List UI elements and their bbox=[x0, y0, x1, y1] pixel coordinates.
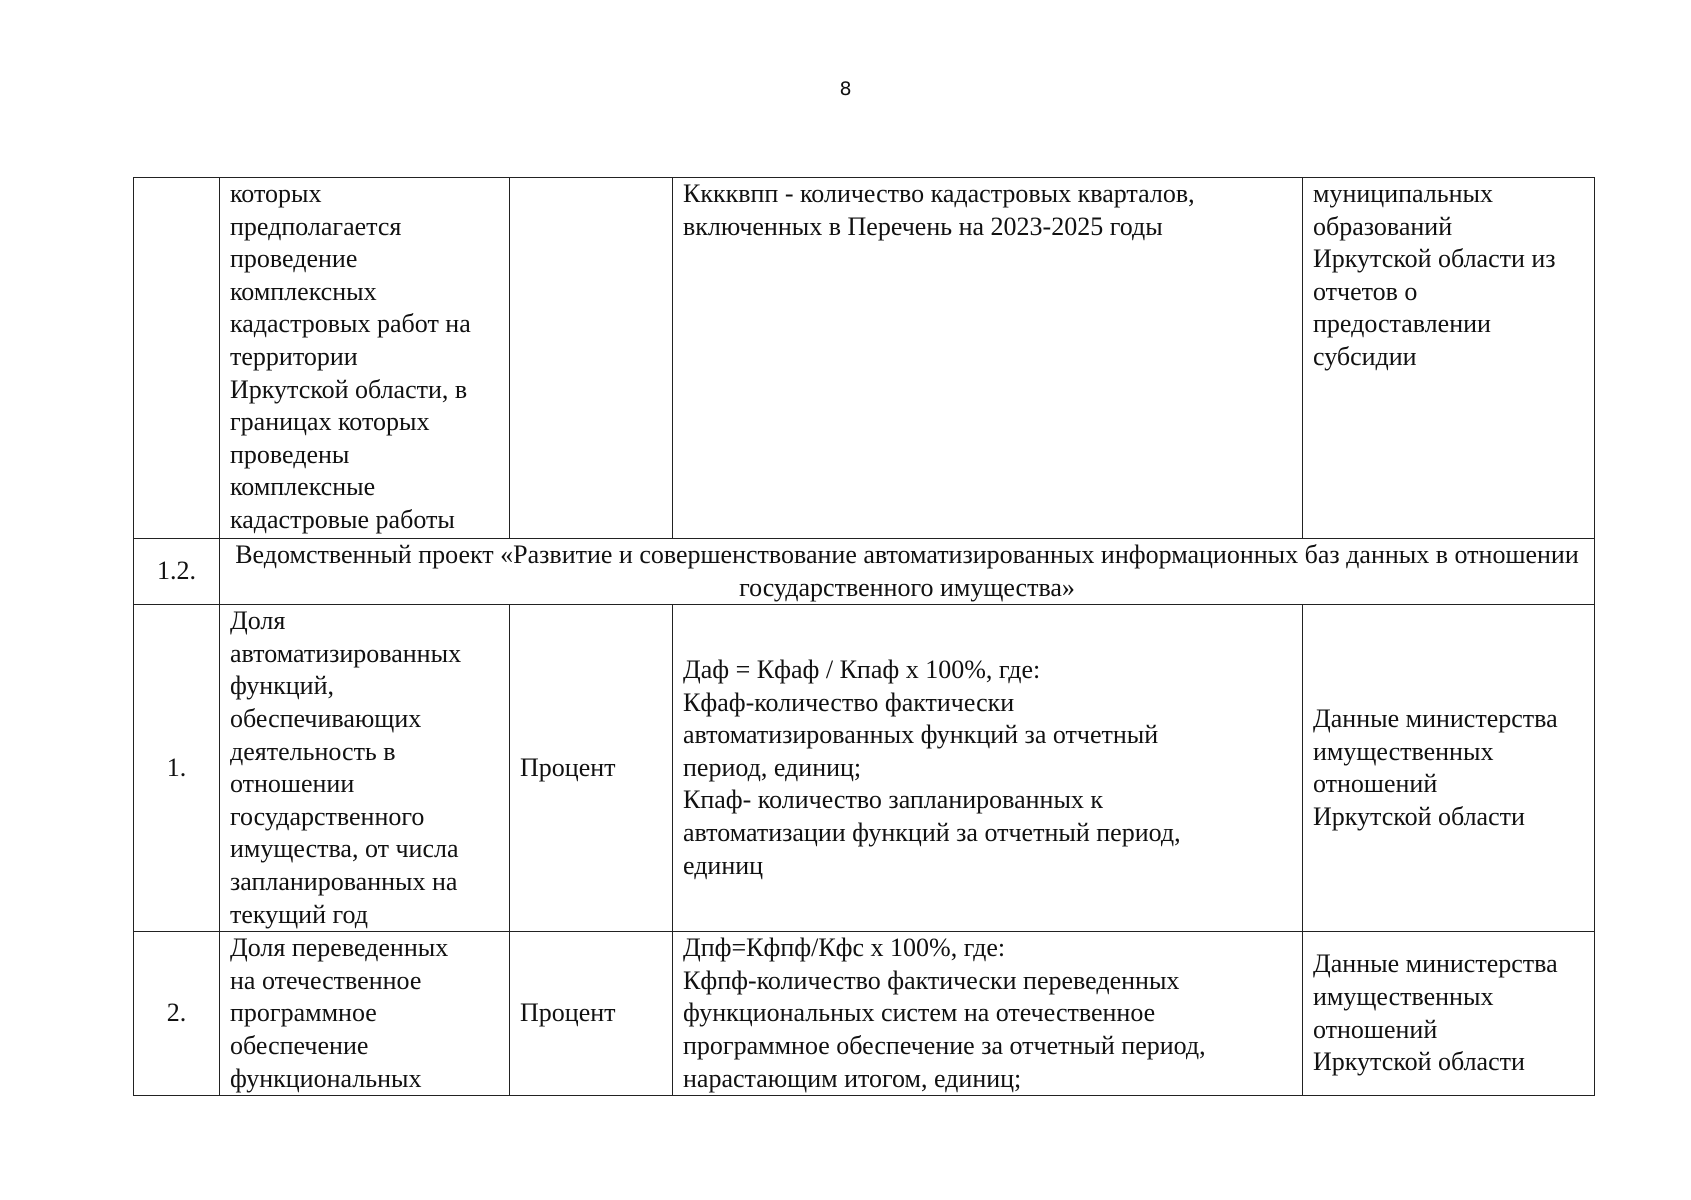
row-number: 1. bbox=[166, 752, 187, 782]
unit-cell bbox=[510, 932, 673, 1096]
row-number-cell bbox=[134, 605, 220, 932]
formula-text: Даф = Кфаф / Кпаф х 100%, где: Кфаф-количество фактически автоматизированных функций за отчетный период, единиц; Кпаф- количество запланированных к автоматизации функций за отчетный период, единиц bbox=[683, 655, 1181, 880]
source-text: муниципальных образований Иркутской области из отчетов о предоставлении субсидии bbox=[1313, 179, 1556, 371]
row-number: 2. bbox=[166, 998, 187, 1028]
page-number: 8 bbox=[839, 78, 852, 100]
indicator-text: которых предполагается проведение комплексных кадастровых работ на территории Иркутской области, в границах которых проведены комплексные кадастровые работы bbox=[230, 179, 471, 534]
source-text: Данные министерства имущественных отношений Иркутской области bbox=[1313, 949, 1558, 1077]
section-title: Ведомственный проект «Развитие и совершенствование автоматизированных информационных баз данных в отношении государственного имущества» bbox=[235, 540, 1579, 602]
section-number-cell bbox=[134, 539, 220, 605]
source-text: Данные министерства имущественных отношений Иркутской области bbox=[1313, 704, 1558, 831]
indicators-table bbox=[133, 177, 1595, 1096]
row-number-cell bbox=[134, 932, 220, 1096]
indicator-text: Доля автоматизированных функций, обеспечивающих деятельность в отношении государственного имущества, от числа запланированных на текущий год bbox=[230, 606, 462, 929]
indicator-cell bbox=[220, 605, 510, 932]
source-cell bbox=[1303, 932, 1595, 1096]
formula-cell bbox=[673, 178, 1303, 539]
formula-cell bbox=[673, 605, 1303, 932]
formula-text: Кккквпп - количество кадастровых кварталов, включенных в Перечень на 2023-2025 годы bbox=[683, 179, 1195, 241]
formula-text: Дпф=Кфпф/Кфс х 100%, где: Кфпф-количество фактически переведенных функциональных систем на отечественное программное обеспечение за отчетный период, нарастающим итогом, единиц; bbox=[683, 933, 1206, 1093]
table-row-continued bbox=[134, 178, 1595, 539]
unit-cell bbox=[510, 605, 673, 932]
source-cell bbox=[1303, 178, 1595, 539]
table-section-row bbox=[134, 539, 1595, 605]
unit-text: Процент bbox=[520, 998, 616, 1028]
table-row bbox=[134, 605, 1595, 932]
indicator-cell bbox=[220, 178, 510, 539]
section-number: 1.2. bbox=[157, 556, 196, 586]
section-title-cell bbox=[220, 539, 1595, 605]
indicator-text: Доля переведенных на отечественное программное обеспечение функциональных bbox=[230, 933, 449, 1093]
table-row bbox=[134, 932, 1595, 1096]
row-number-cell bbox=[134, 178, 220, 539]
unit-cell bbox=[510, 178, 673, 539]
unit-text: Процент bbox=[520, 752, 616, 782]
source-cell bbox=[1303, 605, 1595, 932]
formula-cell bbox=[673, 932, 1303, 1096]
indicator-cell bbox=[220, 932, 510, 1096]
